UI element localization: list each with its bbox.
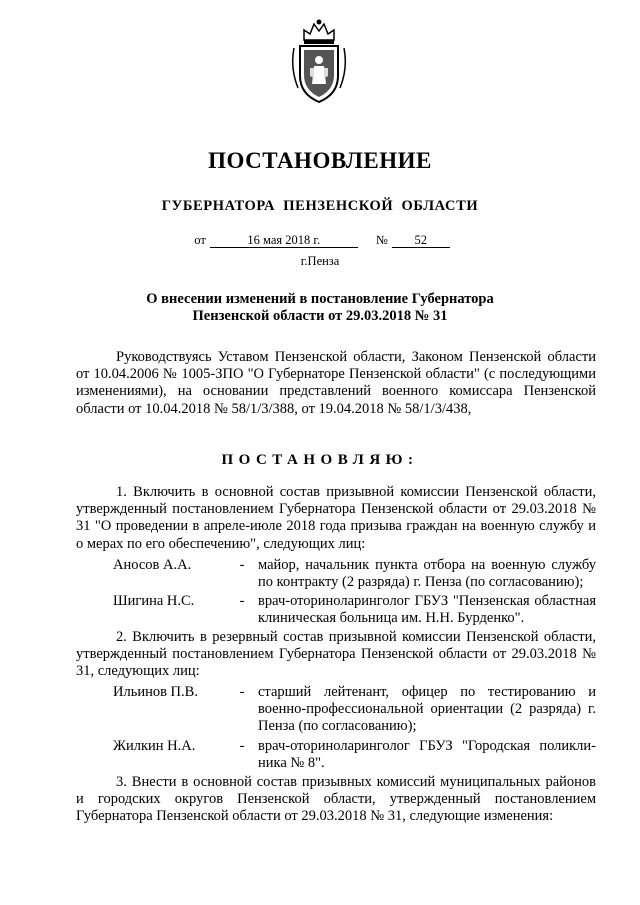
item-3-block bbox=[76, 774, 596, 826]
item-3-paragraph: 3. Внести в основной состав призывных комиссий муниципальных районов и городских округов Пензенской области, утвержденный постановлением Губернатора Пензенской области от 29.03.2018 № 31, следующие изменения: bbox=[76, 774, 596, 825]
date-number-line bbox=[0, 233, 640, 248]
number-prefix: № bbox=[375, 233, 388, 247]
person-position: врач-оториноларинголог ГБУЗ "Пензенская областная клиническая больница им. Н.Н. Бурденко". bbox=[258, 593, 596, 627]
person-dash: - bbox=[239, 557, 245, 573]
heading-line-2: Пензенской области от 29.03.2018 № 31 bbox=[192, 308, 448, 324]
document-title: ПОСТАНОВЛЕНИЕ bbox=[208, 148, 432, 173]
person-name: Ильинов П.В. bbox=[113, 684, 198, 700]
document-city: г.Пенза bbox=[300, 254, 340, 268]
document-subtitle: ГУБЕРНАТОРА ПЕНЗЕНСКОЙ ОБЛАСТИ bbox=[161, 198, 479, 214]
item-2-block bbox=[76, 629, 596, 681]
date-prefix: от bbox=[194, 233, 206, 247]
person-position: врач-оториноларинголог ГБУЗ "Городская поликли-ника № 8". bbox=[258, 738, 596, 772]
preamble-block bbox=[76, 349, 596, 418]
person-dash: - bbox=[239, 684, 245, 700]
coat-of-arms-emblem bbox=[290, 18, 348, 104]
person-name: Аносов А.А. bbox=[113, 557, 192, 573]
decree-word: ПОСТАНОВЛЯЮ: bbox=[221, 452, 419, 468]
preamble-paragraph: Руководствуясь Уставом Пензенской области, Законом Пензенской области от 10.04.2006 № 1005-ЗПО "О Губернаторе Пензенской области" (с последующими изменениями), на основании представлений военного комиссара Пензенской области от 10.04.2018 № 58/1/3/388, от 19.04.2018 № 58/1/3/438, bbox=[76, 349, 596, 417]
document-heading bbox=[0, 291, 640, 325]
person-dash: - bbox=[239, 593, 245, 609]
document-date: 16 мая 2018 г. bbox=[210, 233, 358, 248]
person-position: старший лейтенант, офицер по тестированию и военно-профессиональной ориентации (2 разряда) г. Пенза (по согласованию); bbox=[258, 684, 596, 735]
person-name: Шигина Н.С. bbox=[113, 593, 195, 609]
heading-line-1: О внесении изменений в постановление Губернатора bbox=[146, 291, 494, 307]
item-1-paragraph: 1. Включить в основной состав призывной комиссии Пензенской области, утвержденный постановлением Губернатора Пензенской области от 29.03.2018 № 31 "О проведении в апреле-июле 2018 года призыва граждан на военную службу и о мерах по его обеспечению", следующих лиц: bbox=[76, 484, 596, 552]
item-2-paragraph: 2. Включить в резервный состав призывной комиссии Пензенской области, утвержденный постановлением Губернатора Пензенской области от 29.03.2018 № 31, следующих лиц: bbox=[76, 629, 596, 680]
person-position: майор, начальник пункта отбора на военную службу по контракту (2 разряда) г. Пенза (по согласованию); bbox=[258, 557, 596, 591]
item-1-block bbox=[76, 484, 596, 553]
person-dash: - bbox=[239, 738, 245, 754]
document-number: 52 bbox=[392, 233, 450, 248]
person-name: Жилкин Н.А. bbox=[113, 738, 196, 754]
